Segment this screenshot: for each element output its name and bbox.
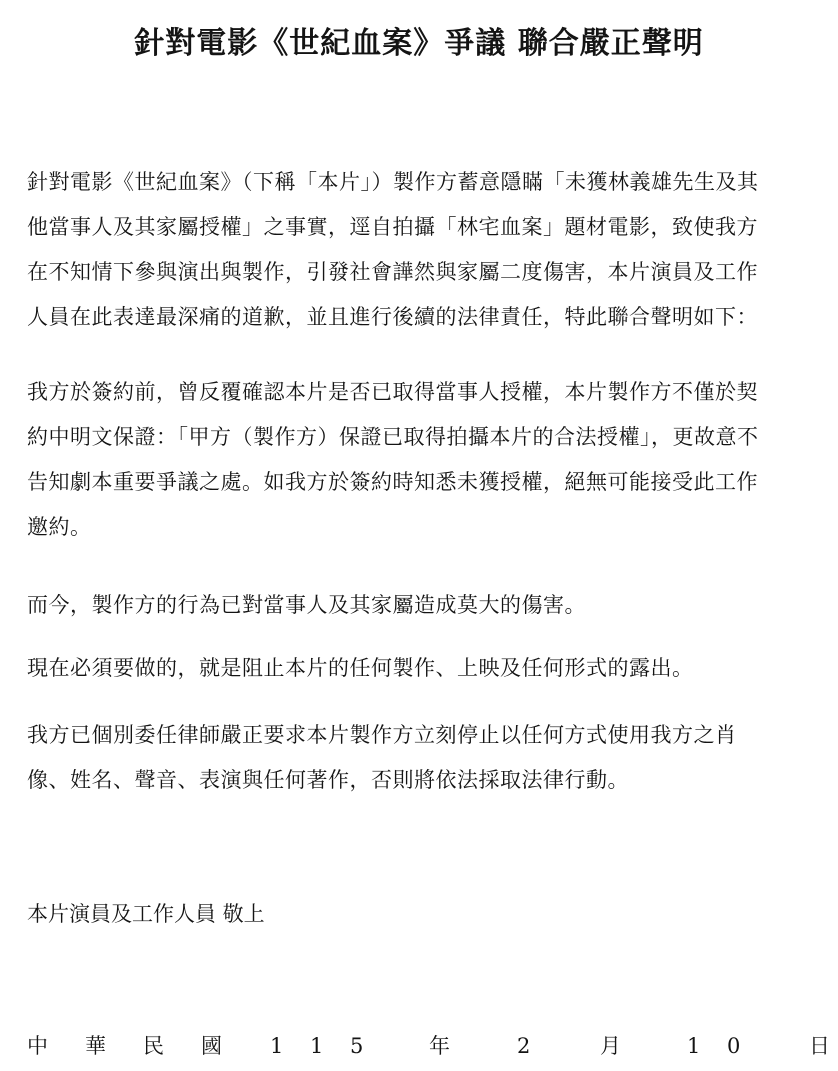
- paragraph-stop: [27, 646, 817, 691]
- date-era-char: 華: [85, 1034, 106, 1058]
- paragraph-line: 在不知情下參與演出與製作，引發社會譁然與家屬二度傷害，本片演員及工作: [27, 260, 758, 284]
- paragraph-line: 他當事人及其家屬授權」之事實，逕自拍攝「林宅血案」題材電影，致使我方: [27, 215, 758, 239]
- signoff: 本片演員及工作人員 敬上: [27, 902, 265, 926]
- paragraph-line: 人員在此表達最深痛的道歉，並且進行後續的法律責任，特此聯合聲明如下：: [27, 305, 758, 329]
- statement-title: 針對電影《世紀血案》爭議 聯合嚴正聲明: [134, 26, 704, 61]
- date-era-char: 國: [201, 1034, 222, 1058]
- paragraph-harm: [27, 583, 817, 628]
- date-year-digit: 1: [270, 1034, 284, 1058]
- paragraph-line: 告知劇本重要爭議之處。如我方於簽約時知悉未獲授權，絕無可能接受此工作: [27, 470, 758, 494]
- paragraph-line: 邀約。: [27, 515, 92, 539]
- date-line: [27, 1028, 830, 1064]
- paragraph-line: 而今，製作方的行為已對當事人及其家屬造成莫大的傷害。: [27, 593, 586, 617]
- paragraph-line: 我方於簽約前，曾反覆確認本片是否已取得當事人授權，本片製作方不僅於契: [27, 380, 758, 404]
- paragraph-contract: [27, 370, 817, 550]
- date-era-char: 中: [27, 1034, 48, 1058]
- date-era-char: 民: [143, 1034, 164, 1058]
- date-year-unit: 年: [429, 1034, 450, 1058]
- date-year-digit: 1: [310, 1034, 324, 1058]
- paragraph-line: 針對電影《世紀血案》（下稱「本片」）製作方蓄意隱瞞「未獲林義雄先生及其: [27, 170, 759, 194]
- date-year-digit: 5: [350, 1034, 364, 1058]
- paragraph-legal-action: [27, 713, 817, 803]
- paragraph-intro: [27, 160, 817, 340]
- date-month: 2: [517, 1034, 531, 1058]
- paragraph-line: 像、姓名、聲音、表演與任何著作，否則將依法採取法律行動。: [27, 768, 629, 792]
- date-day-digit: 0: [727, 1034, 741, 1058]
- date-month-unit: 月: [600, 1034, 621, 1058]
- paragraph-line: 我方已個別委任律師嚴正要求本片製作方立刻停止以任何方式使用我方之肖: [27, 723, 737, 747]
- paragraph-line: 現在必須要做的，就是阻止本片的任何製作、上映及任何形式的露出。: [27, 656, 694, 680]
- date-day-digit: 1: [687, 1034, 701, 1058]
- date-day-unit: 日: [809, 1034, 830, 1058]
- paragraph-line: 約中明文保證：「甲方（製作方）保證已取得拍攝本片的合法授權」，更故意不: [27, 425, 759, 449]
